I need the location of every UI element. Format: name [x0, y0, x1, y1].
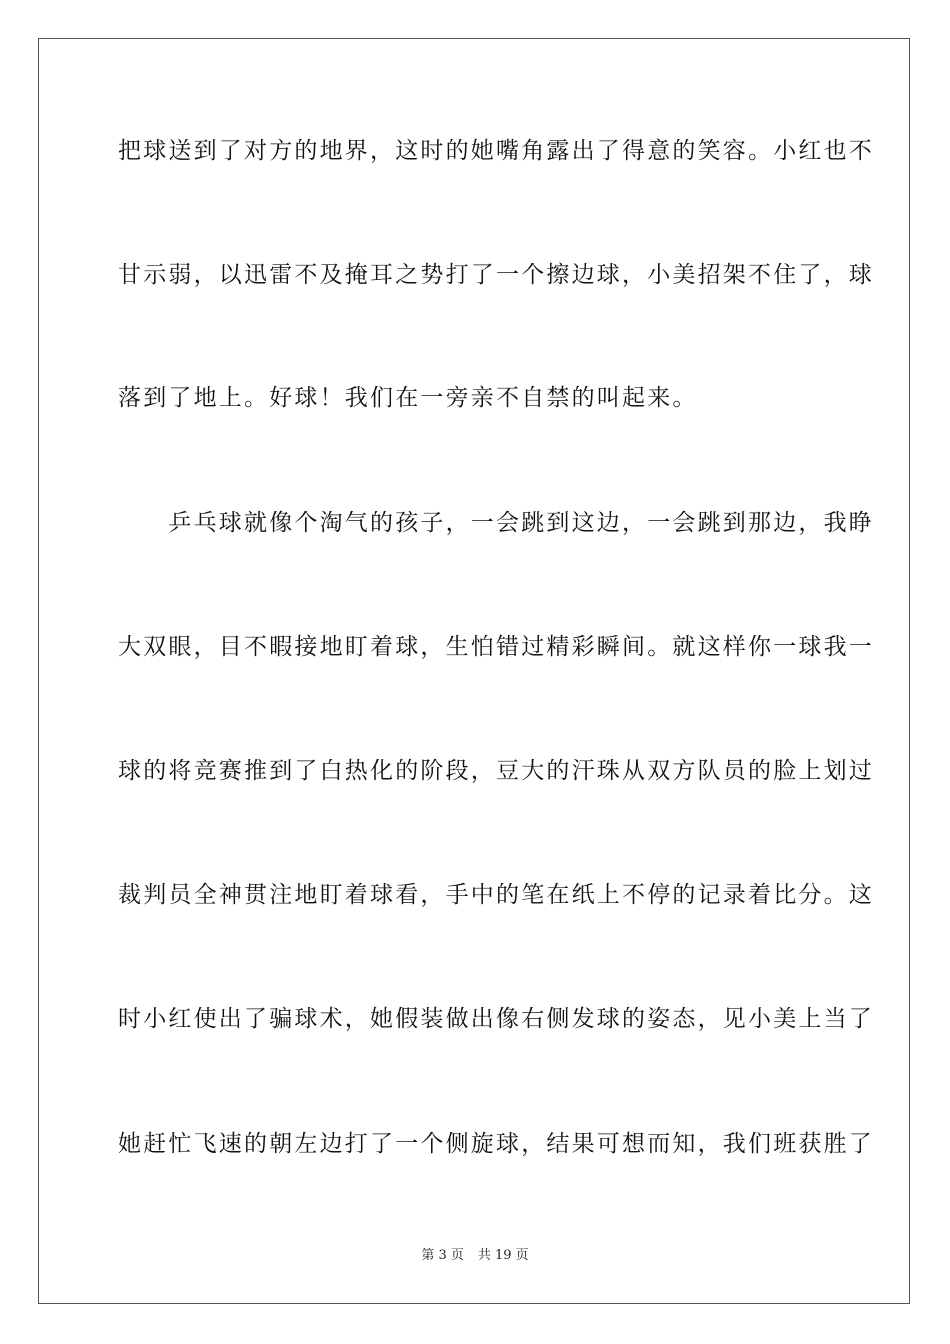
text-line-2: 甘示弱，以迅雷不及掩耳之势打了一个擦边球，小美招架不住了，球: [118, 262, 874, 288]
text-line-6: 球的将竞赛推到了白热化的阶段，豆大的汗珠从双方队员的脸上划过: [118, 758, 874, 784]
text-line-1: 把球送到了对方的地界，这时的她嘴角露出了得意的笑容。小红也不: [118, 138, 874, 164]
page-border: [38, 38, 910, 1304]
text-line-5: 大双眼，目不暇接地盯着球，生怕错过精彩瞬间。就这样你一球我一: [118, 634, 874, 660]
page-number: 第 3 页: [421, 1248, 464, 1263]
text-line-4: 乒乓球就像个淘气的孩子，一会跳到这边，一会跳到那边，我睁: [118, 510, 874, 536]
text-line-7: 裁判员全神贯注地盯着球看，手中的笔在纸上不停的记录着比分。这: [118, 882, 874, 908]
text-line-8: 时小红使出了骗球术，她假装做出像右侧发球的姿态，见小美上当了: [118, 1006, 874, 1032]
page-total: 共 19 页: [477, 1248, 529, 1263]
text-line-9: 她赶忙飞速的朝左边打了一个侧旋球，结果可想而知，我们班获胜了: [118, 1131, 874, 1157]
text-line-3: 落到了地上。好球！我们在一旁亲不自禁的叫起来。: [118, 385, 698, 411]
page-footer: [0, 1247, 950, 1265]
